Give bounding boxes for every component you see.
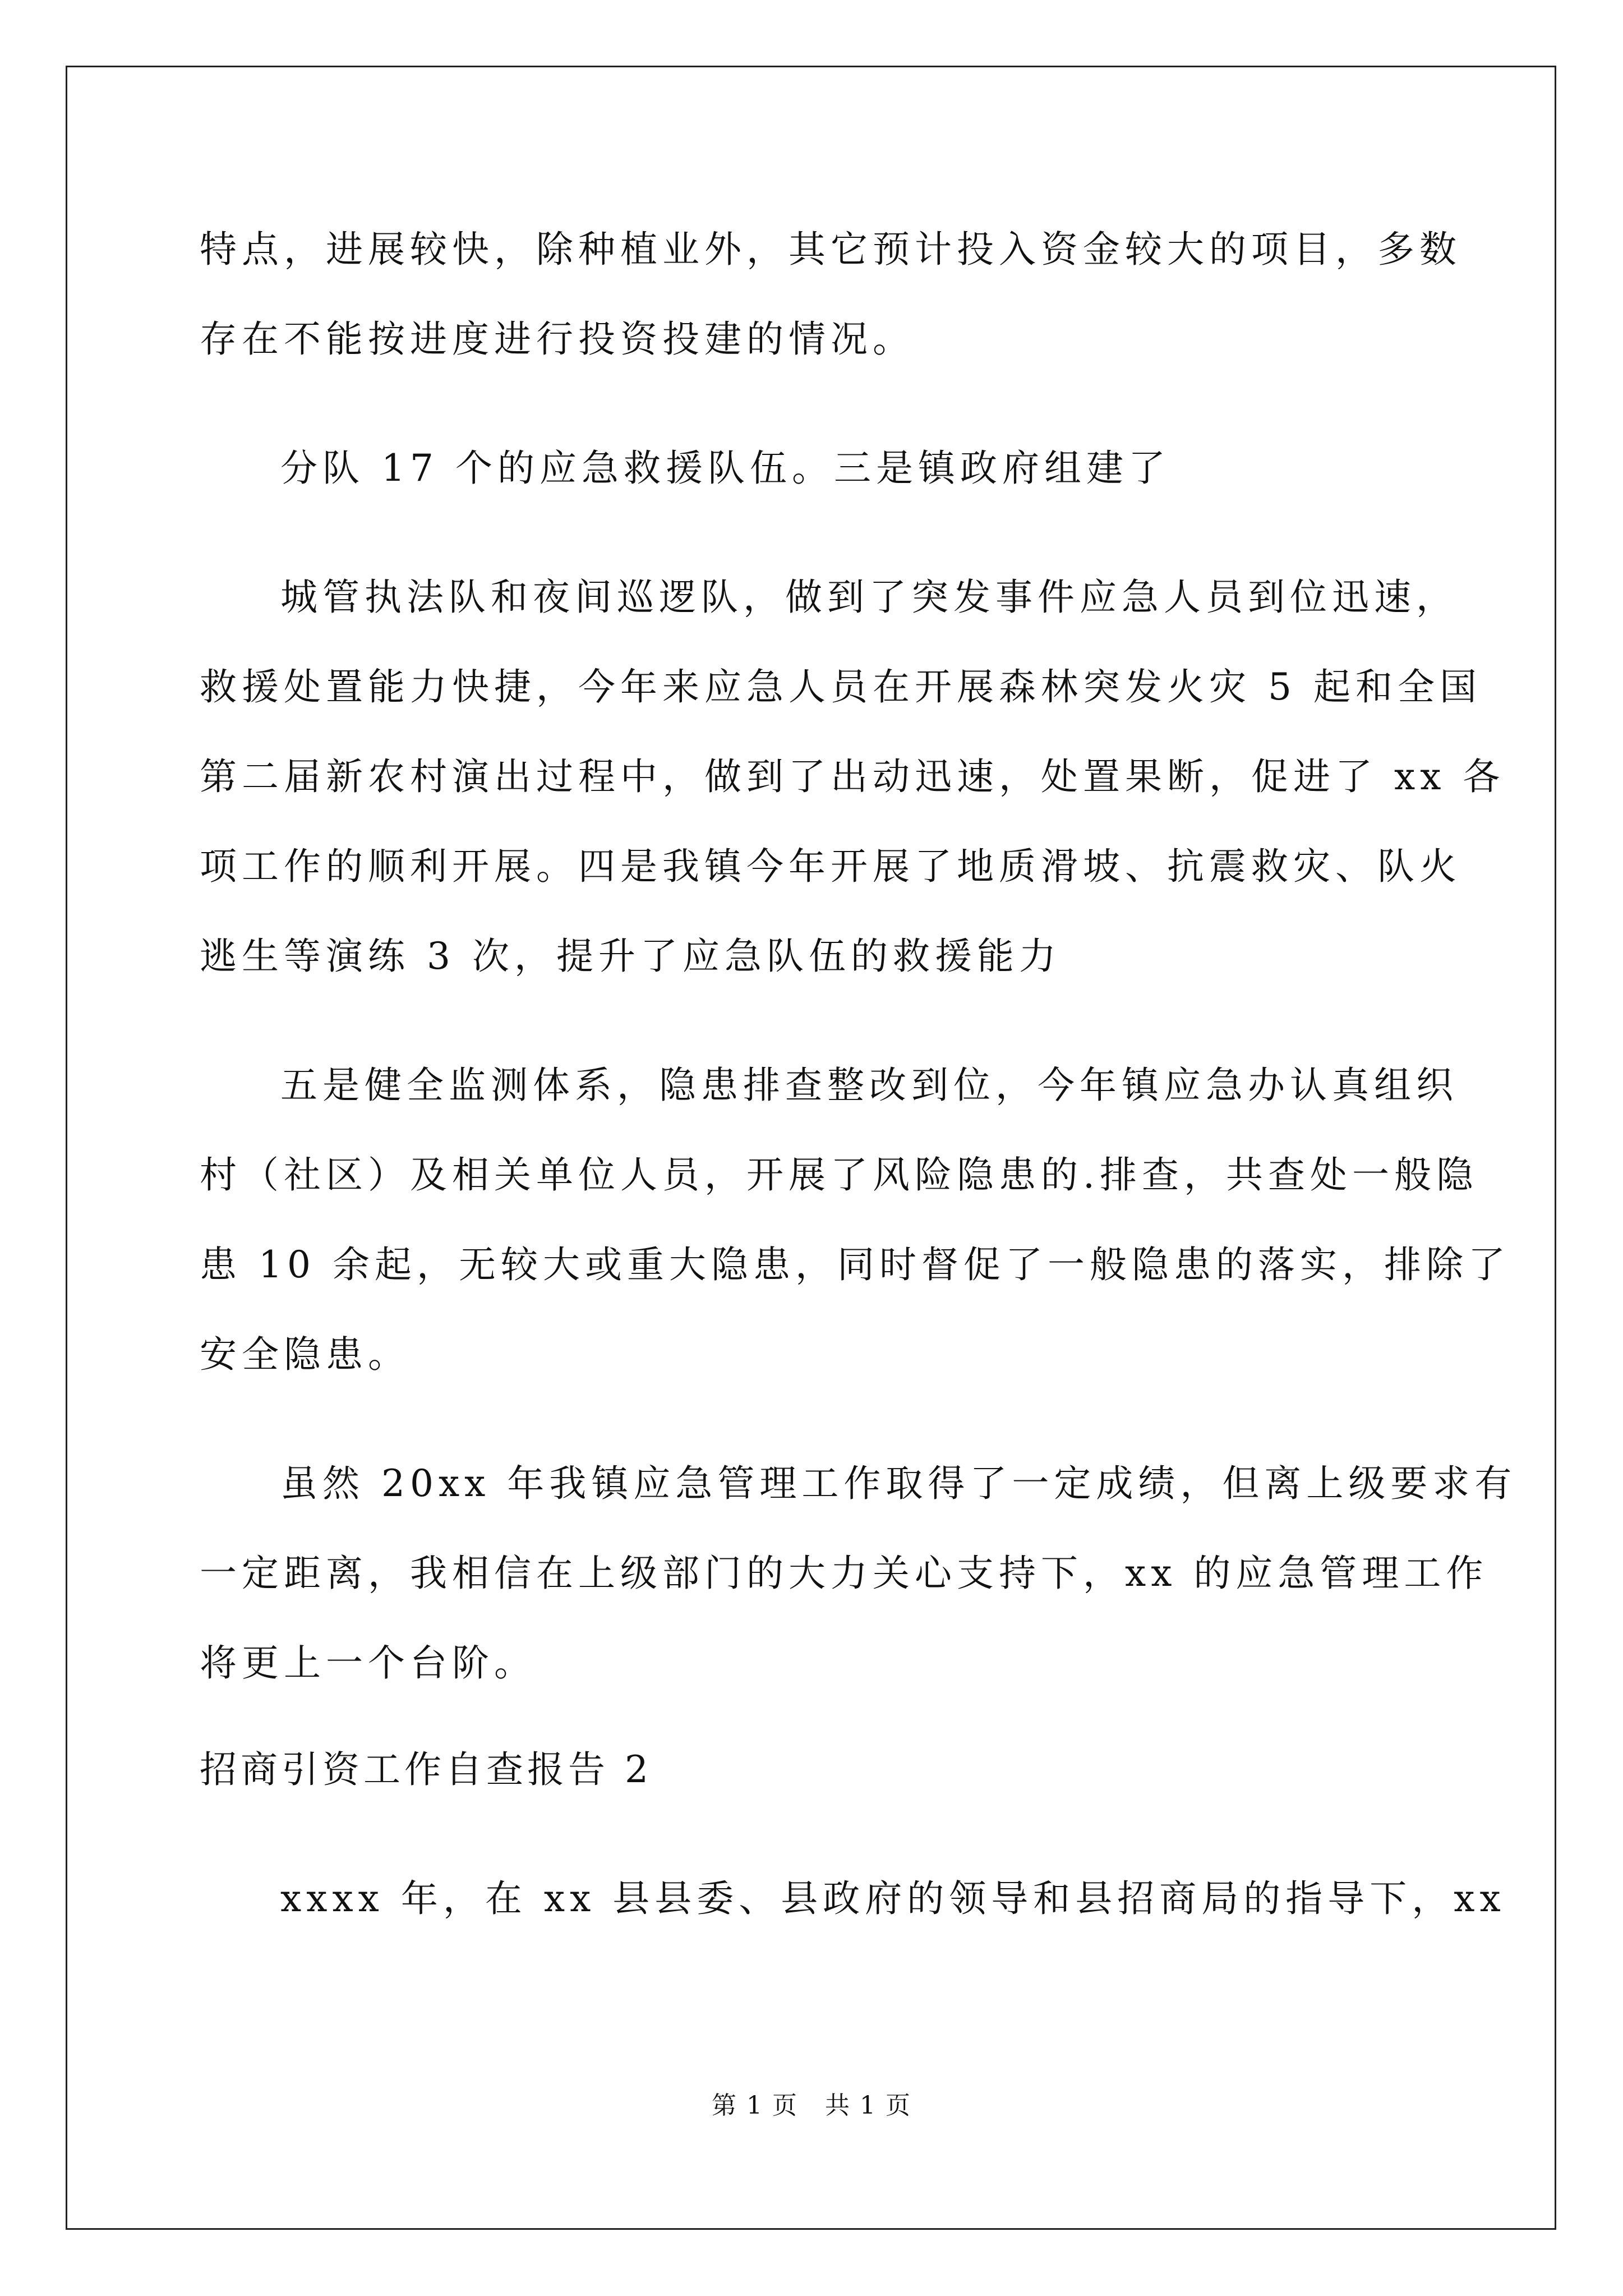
- body-line: 安全隐患。: [200, 1333, 410, 1376]
- paragraph-line: 城管执法队和夜间巡逻队，做到了突发事件应急人员到位迅速，: [280, 576, 1458, 619]
- paragraph-line: 虽然 20xx 年我镇应急管理工作取得了一定成绩，但离上级要求有: [280, 1462, 1517, 1505]
- body-line: 第二届新农村演出过程中，做到了出动迅速，处置果断，促进了 xx 各: [200, 755, 1505, 798]
- body-line: 救援处置能力快捷，今年来应急人员在开展森林突发火灾 5 起和全国: [200, 665, 1482, 708]
- page-number-footer: 第 1 页 共 1 页: [712, 2091, 911, 2120]
- paragraph-line: xxxx 年，在 xx 县县委、县政府的领导和县招商局的指导下，xx: [280, 1877, 1506, 1920]
- section-heading: 招商引资工作自查报告 2: [200, 1748, 652, 1791]
- paragraph-line: 五是健全监测体系，隐患排查整改到位，今年镇应急办认真组织: [280, 1064, 1458, 1107]
- body-line: 将更上一个台阶。: [200, 1641, 536, 1685]
- body-line: 一定距离，我相信在上级部门的大力关心支持下，xx 的应急管理工作: [200, 1552, 1488, 1595]
- paragraph-line: 分队 17 个的应急救援队伍。三是镇政府组建了: [280, 447, 1170, 490]
- body-line: 特点，进展较快，除种植业外，其它预计投入资金较大的项目，多数: [200, 228, 1461, 271]
- body-line: 逃生等演练 3 次，提升了应急队伍的救援能力: [200, 935, 1061, 978]
- body-line: 患 10 余起，无较大或重大隐患，同时督促了一般隐患的落实，排除了: [200, 1243, 1510, 1286]
- body-line: 项工作的顺利开展。四是我镇今年开展了地质滑坡、抗震救灾、队火: [200, 845, 1461, 888]
- body-line: 存在不能按进度进行投资投建的情况。: [200, 318, 915, 361]
- body-line: 村（社区）及相关单位人员，开展了风险隐患的.排查，共查处一般隐: [200, 1153, 1478, 1197]
